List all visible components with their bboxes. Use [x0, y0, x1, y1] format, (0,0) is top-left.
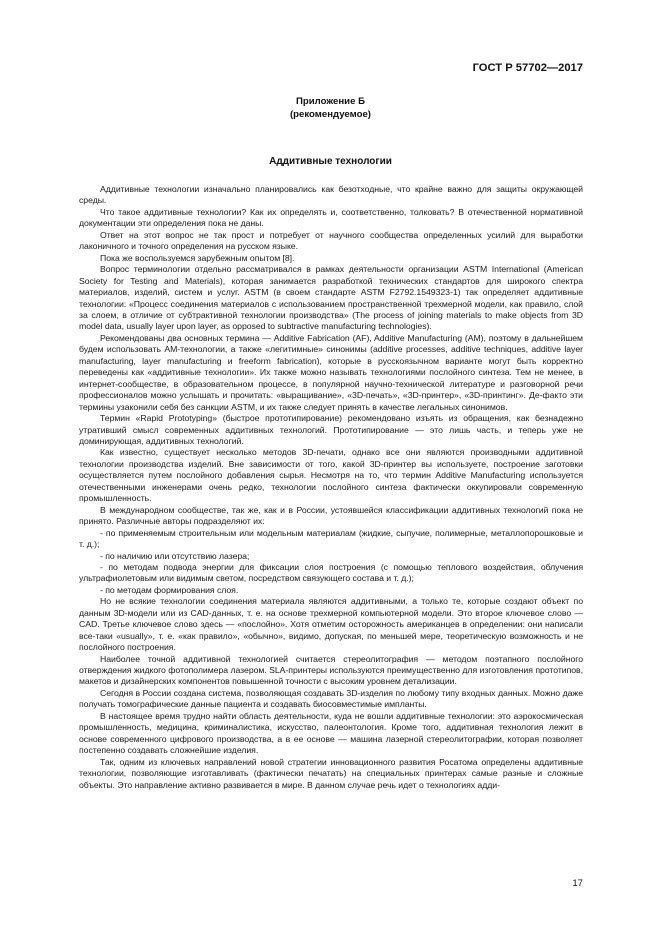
list-item: - по наличию или отсутствию лазера;	[100, 550, 250, 561]
paragraph: Так, одним из ключевых направлений новой стратегии инновационного развития Росатома определены аддитивные технологии, позволяющие изготавливать (фактически печатать) на специальных принтерах самые разные и сложные объекты. Это направление активно развивается в мире. В данном случае речь идет о технологиях адди-	[79, 756, 583, 790]
paragraph: В международном сообществе, так же, как и в России, устоявшейся классификации аддитивных технологий пока не принято. Различные авторы подразделяют их:	[79, 504, 583, 527]
paragraph: Термин «Rapid Prototyping» (быстрое прототипирование) рекомендовано изъять из обращения, как безнадежно утративший смысл современных аддитивных технологий. Прототипирование — это лишь часть, и теперь уже не доминирующая, аддитивных технологий.	[79, 413, 583, 446]
page-number: 17	[572, 878, 583, 889]
list-item: - по методам формирования слоя.	[100, 584, 239, 595]
paragraph: Аддитивные технологии изначально планировались как безотходные, что крайне важно для защиты окружающей среды.	[79, 184, 583, 206]
appendix-title: Приложение Б	[296, 96, 365, 107]
paragraph: Пока же воспользуемся зарубежным опытом [8].	[100, 252, 295, 263]
paragraph: Вопрос терминологии отдельно рассматривался в рамках деятельности организации ASTM International (American Society for Testing and Materials), которая занимается разработкой технических стандартов для широкого спектра материалов, изделий, систем и услуг. ASTM (в своем стандарте ASTM F2792.1549323-1) так определяет аддитивные технологии: «Процесс соединения материалов с использованием пространственной трехмерной модели, как правило, слой за слоем, в отличие от субтрактивной технологии производства» (The process of joining materials to make objects from 3D model data, usually layer upon layer, as opposed to subtractive manufacturing technologies).	[79, 264, 583, 332]
paragraph: Рекомендованы два основных термина — Additive Fabrication (AF), Additive Manufacturing (AM), поэтому в дальнейшем будем использовать АМ-технологии, а также «легитимные» синонимы (additive processes, additive techniques, additive layer manufacturing, layer manufacturing и freeform fabrication), которые в русскоязычном варианте могут быть корректно переведены как «аддитивные технологии». Их также можно называть технологиями послойного синтеза. Тем не менее, в интернет-сообществе, в образовательном процессе, в популярной научно-технической литературе и разговорной речи профессионалов можно услышать и прочитать: «выращивание», «3D-печать», «3D-принтер», «3D-принтинг». Де-факто эти термины узаконили себя без санкции ASTM, и их также следует принять в качестве легальных синонимов.	[79, 332, 583, 412]
list-item: - по методам подвода энергии для фиксации слоя построения (с помощью теплового воздействия, облучения ультрафиолетовым или видимым светом, посредством связующего состава и т. д.);	[79, 561, 583, 584]
paragraph: В настоящее время трудно найти область деятельности, куда не вошли аддитивные технологии: это аэрокосмическая промышленность, медицина, криминалистика, искусство, палеонтология. Кроме того, аддитивная технология лежит в основе современного цифрового производства, а в ее основе — машина лазерной стереолитографии, которая позволяет постепенно создавать сложнейшие изделия.	[79, 710, 583, 756]
paragraph: Наиболее точной аддитивной технологией считается стереолитография — методом поэтапного послойного отверждения жидкого фотополимера лазером. SLA-принтеры используются преимущественно для изготовления прототипов, макетов и дизайнерских компонентов повышенной точности с высоким уровнем детализации.	[79, 653, 583, 687]
section-title: Аддитивные технологии	[269, 156, 392, 167]
appendix-status: (рекомендуемое)	[289, 108, 371, 120]
list-item: - по применяемым строительным или модельным материалам (жидкие, сыпучие, полимерные, металлопорошковые и т. д.);	[79, 527, 583, 550]
paragraph: Ответ на этот вопрос не так прост и потребует от научного сообщества определенных усилий для выработки лаконичного и точного определения на русском языке.	[79, 229, 583, 252]
paragraph: Сегодня в России создана система, позволяющая создавать 3D-изделия по любому типу входных данных. Можно даже получать томографические данные пациента и создавать биосовместимые импланты.	[79, 687, 583, 710]
paragraph: Что такое аддитивные технологии? Как их определять и, соответственно, толковать? В отечественной нормативной документации эти определения пока не даны.	[79, 206, 583, 229]
document-code: ГОСТ Р 57702—2017	[472, 62, 583, 74]
paragraph: Но не всякие технологии соединения материала являются аддитивными, а только те, которые создают объект по данным 3D-модели или из CAD-данных, т. е. на основе трехмерной компьютерной модели. Это второе ключевое слово — CAD. Третье ключевое слово здесь — «послойно». Хотя отметим осторожность американцев в определении: они написали все-таки «usually», т. е. «как правило», «обычно», видимо, допуская, по меньшей мере, теоретическую возможность и не послойного построения.	[79, 596, 583, 653]
appendix-heading	[0, 96, 661, 121]
paragraph: Как известно, существует несколько методов 3D-печати, однако все они являются производными аддитивной технологии производства изделий. Вне зависимости от того, какой 3D-принтер вы используете, построение заготовки осуществляется путем послойного добавления сырья. Несмотря на то, что термин Additive Manufacturing используется отечественными инженерами очень редко, технологии послойного синтеза фактически оккупировали современную промышленность.	[79, 447, 583, 504]
body-text	[79, 184, 583, 791]
